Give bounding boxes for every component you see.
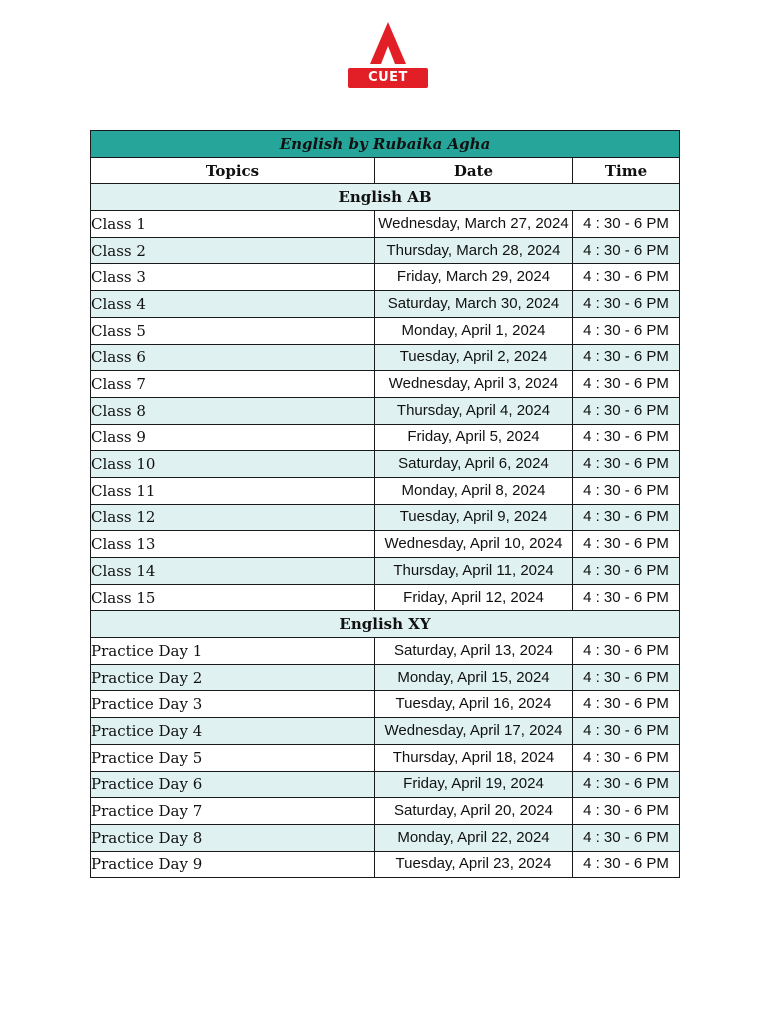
- date-cell: Friday, April 5, 2024: [375, 424, 573, 451]
- topic-cell: Class 8: [91, 397, 375, 424]
- table-row: [91, 477, 680, 504]
- date-cell: Monday, April 22, 2024: [375, 824, 573, 851]
- table-row: [91, 798, 680, 825]
- date-cell: Thursday, April 4, 2024: [375, 397, 573, 424]
- time-cell: 4 : 30 - 6 PM: [573, 584, 680, 611]
- header-date: Date: [375, 157, 573, 184]
- table-row: [91, 344, 680, 371]
- time-cell: 4 : 30 - 6 PM: [573, 531, 680, 558]
- time-cell: 4 : 30 - 6 PM: [573, 718, 680, 745]
- topic-cell: Practice Day 1: [91, 638, 375, 665]
- date-cell: Wednesday, April 3, 2024: [375, 371, 573, 398]
- time-cell: 4 : 30 - 6 PM: [573, 477, 680, 504]
- time-cell: 4 : 30 - 6 PM: [573, 504, 680, 531]
- table-row: [91, 744, 680, 771]
- table-row: [91, 291, 680, 318]
- table-row: [91, 397, 680, 424]
- date-cell: Thursday, April 11, 2024: [375, 558, 573, 585]
- date-cell: Tuesday, April 16, 2024: [375, 691, 573, 718]
- date-cell: Saturday, April 6, 2024: [375, 451, 573, 478]
- topic-cell: Class 9: [91, 424, 375, 451]
- table-header-row: [91, 157, 680, 184]
- header-time: Time: [573, 157, 680, 184]
- table-row: [91, 558, 680, 585]
- topic-cell: Practice Day 4: [91, 718, 375, 745]
- topic-cell: Class 11: [91, 477, 375, 504]
- table-row: [91, 211, 680, 238]
- topic-cell: Class 10: [91, 451, 375, 478]
- time-cell: 4 : 30 - 6 PM: [573, 744, 680, 771]
- topic-cell: Practice Day 3: [91, 691, 375, 718]
- time-cell: 4 : 30 - 6 PM: [573, 851, 680, 878]
- time-cell: 4 : 30 - 6 PM: [573, 771, 680, 798]
- topic-cell: Practice Day 2: [91, 664, 375, 691]
- time-cell: 4 : 30 - 6 PM: [573, 664, 680, 691]
- date-cell: Friday, April 19, 2024: [375, 771, 573, 798]
- topic-cell: Practice Day 8: [91, 824, 375, 851]
- date-cell: Saturday, April 13, 2024: [375, 638, 573, 665]
- table-title: English by Rubaika Agha: [91, 131, 680, 158]
- date-cell: Tuesday, April 9, 2024: [375, 504, 573, 531]
- table-row: [91, 584, 680, 611]
- date-cell: Tuesday, April 23, 2024: [375, 851, 573, 878]
- header-topics: Topics: [91, 157, 375, 184]
- time-cell: 4 : 30 - 6 PM: [573, 371, 680, 398]
- time-cell: 4 : 30 - 6 PM: [573, 798, 680, 825]
- table-row: [91, 664, 680, 691]
- date-cell: Wednesday, March 27, 2024: [375, 211, 573, 238]
- topic-cell: Practice Day 9: [91, 851, 375, 878]
- topic-cell: Class 5: [91, 317, 375, 344]
- date-cell: Wednesday, April 17, 2024: [375, 718, 573, 745]
- table-row: [91, 317, 680, 344]
- section-title: English AB: [91, 184, 680, 211]
- time-cell: 4 : 30 - 6 PM: [573, 824, 680, 851]
- schedule-table: [90, 130, 680, 878]
- date-cell: Tuesday, April 2, 2024: [375, 344, 573, 371]
- table-row: [91, 264, 680, 291]
- date-cell: Monday, April 8, 2024: [375, 477, 573, 504]
- section-title: English XY: [91, 611, 680, 638]
- cuet-logo: [348, 20, 428, 90]
- time-cell: 4 : 30 - 6 PM: [573, 397, 680, 424]
- time-cell: 4 : 30 - 6 PM: [573, 451, 680, 478]
- time-cell: 4 : 30 - 6 PM: [573, 344, 680, 371]
- topic-cell: Class 1: [91, 211, 375, 238]
- date-cell: Monday, April 15, 2024: [375, 664, 573, 691]
- table-row: [91, 638, 680, 665]
- topic-cell: Class 15: [91, 584, 375, 611]
- date-cell: Wednesday, April 10, 2024: [375, 531, 573, 558]
- topic-cell: Practice Day 6: [91, 771, 375, 798]
- table-row: [91, 237, 680, 264]
- time-cell: 4 : 30 - 6 PM: [573, 291, 680, 318]
- section-row: [91, 184, 680, 211]
- table-title-row: [91, 131, 680, 158]
- topic-cell: Class 4: [91, 291, 375, 318]
- table-row: [91, 531, 680, 558]
- topic-cell: Class 2: [91, 237, 375, 264]
- topic-cell: Class 13: [91, 531, 375, 558]
- table-row: [91, 504, 680, 531]
- date-cell: Saturday, March 30, 2024: [375, 291, 573, 318]
- time-cell: 4 : 30 - 6 PM: [573, 558, 680, 585]
- time-cell: 4 : 30 - 6 PM: [573, 424, 680, 451]
- topic-cell: Class 7: [91, 371, 375, 398]
- date-cell: Monday, April 1, 2024: [375, 317, 573, 344]
- table-row: [91, 718, 680, 745]
- table-row: [91, 451, 680, 478]
- date-cell: Friday, April 12, 2024: [375, 584, 573, 611]
- time-cell: 4 : 30 - 6 PM: [573, 638, 680, 665]
- table-row: [91, 851, 680, 878]
- table-row: [91, 424, 680, 451]
- topic-cell: Practice Day 5: [91, 744, 375, 771]
- time-cell: 4 : 30 - 6 PM: [573, 317, 680, 344]
- topic-cell: Practice Day 7: [91, 798, 375, 825]
- topic-cell: Class 3: [91, 264, 375, 291]
- date-cell: Friday, March 29, 2024: [375, 264, 573, 291]
- table-row: [91, 371, 680, 398]
- date-cell: Thursday, April 18, 2024: [375, 744, 573, 771]
- date-cell: Saturday, April 20, 2024: [375, 798, 573, 825]
- topic-cell: Class 12: [91, 504, 375, 531]
- time-cell: 4 : 30 - 6 PM: [573, 691, 680, 718]
- section-row: [91, 611, 680, 638]
- table-row: [91, 824, 680, 851]
- topic-cell: Class 14: [91, 558, 375, 585]
- time-cell: 4 : 30 - 6 PM: [573, 264, 680, 291]
- table-row: [91, 691, 680, 718]
- logo-text: CUET: [368, 70, 408, 85]
- table-row: [91, 771, 680, 798]
- time-cell: 4 : 30 - 6 PM: [573, 211, 680, 238]
- date-cell: Thursday, March 28, 2024: [375, 237, 573, 264]
- time-cell: 4 : 30 - 6 PM: [573, 237, 680, 264]
- topic-cell: Class 6: [91, 344, 375, 371]
- schedule-body: [91, 131, 680, 878]
